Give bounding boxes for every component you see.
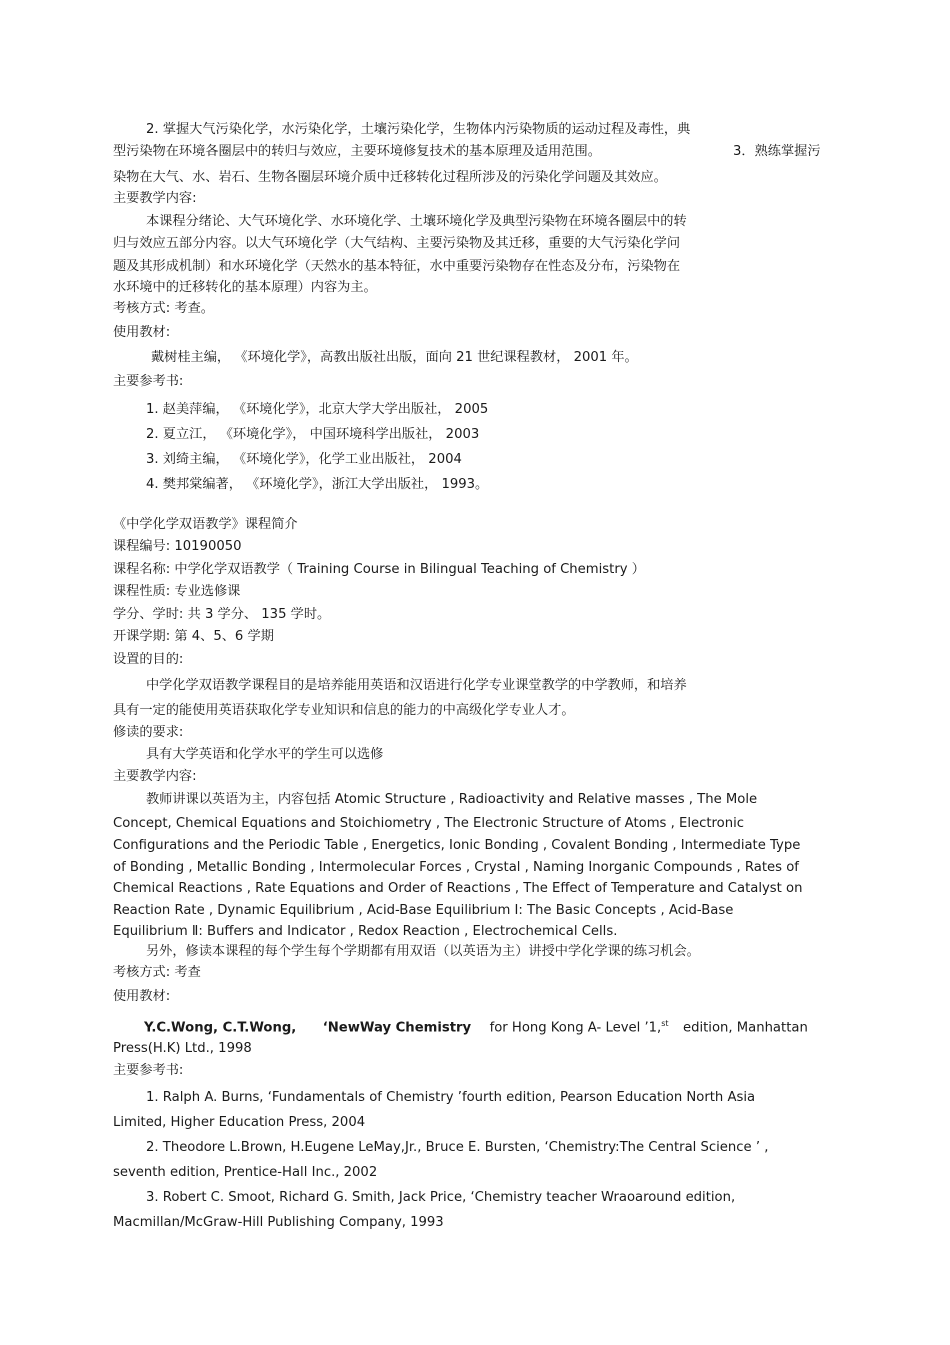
refs-heading: 主要参考书: [113, 374, 184, 389]
ref-item: 3. 刘绮主编， 《环境化学》，化学工业出版社， 2004 [146, 452, 462, 467]
ref-line: Macmillan/McGraw-Hill Publishing Company, 1993 [113, 1215, 444, 1230]
content-para-line: 教师讲课以英语为主，内容包括 Atomic Structure , Radioactivity and Relative masses , The Mole [146, 792, 758, 807]
course-credits: 学分、学时: 共 3 学分、 135 学时。 [113, 607, 331, 622]
textbook-subtitle: for Hong Kong A- Level ’1, [489, 1020, 662, 1036]
ref-item: 1. 赵美萍编， 《环境化学》，北京大学大学出版社， 2005 [146, 402, 489, 417]
content-line-1: 本课程分绪论、大气环境化学、水环境化学、土壤环境化学及典型污染物在环境各圈层中的转 [146, 214, 687, 229]
exam-method-2: 考核方式: 考查 [113, 965, 201, 980]
goal-2-line-2: 型污染物在环境各圈层中的转归与效应，主要环境修复技术的基本原理及适用范围。 [113, 144, 601, 159]
ref-line: 1. Ralph A. Burns, ‘Fundamentals of Chemistry ’fourth edition, Pearson Education North Asia [146, 1090, 756, 1105]
content-para-line: of Bonding , Metallic Bonding , Intermolecular Forces , Crystal , Naming Inorganic Compounds , Rates of [113, 860, 799, 875]
course-nature: 课程性质: 专业选修课 [113, 584, 241, 599]
ref-line: 3. Robert C. Smoot, Richard G. Smith, Jack Price, ‘Chemistry teacher Wraoaround edition, [146, 1190, 736, 1205]
textbook-heading: 使用教材: [113, 325, 171, 340]
textbook-title: ‘NewWay Chemistry [322, 1020, 472, 1036]
textbook-line-2: Press(H.K) Ltd., 1998 [113, 1041, 252, 1056]
purpose-line-2: 具有一定的能使用英语获取化学专业知识和信息的能力的中高级化学专业人才。 [113, 703, 575, 718]
goal-2-line-1: 2. 掌握大气污染化学，水污染化学，土壤污染化学，生物体内污染物质的运动过程及毒性，典 [146, 122, 691, 137]
course-name: 课程名称: 中学化学双语教学（ Training Course in Bilingual Teaching of Chemistry ） [113, 562, 645, 577]
ref-line: Limited, Higher Education Press, 2004 [113, 1115, 366, 1130]
content-line-4: 水环境中的迁移转化的基本原理）内容为主。 [113, 280, 377, 295]
course-title: 《中学化学双语教学》课程简介 [113, 517, 298, 532]
goal-3-line-1: 3．熟练掌握污 [733, 144, 821, 159]
refs-heading-2: 主要参考书: [113, 1063, 184, 1078]
requirement-heading: 修读的要求: [113, 725, 184, 740]
ref-item: 2. 夏立江， 《环境化学》， 中国环境科学出版社， 2003 [146, 427, 480, 442]
content-para-line: Concept, Chemical Equations and Stoichiometry , The Electronic Structure of Atoms , Electronic [113, 816, 744, 831]
content-line-3: 题及其形成机制）和水环境化学（天然水的基本特征，水中重要污染物存在性态及分布，污染物在 [113, 259, 681, 274]
textbook-sup: st [661, 1019, 669, 1028]
content-line-2: 归与效应五部分内容。以大气环境化学（大气结构、主要污染物及其迁移，重要的大气污染化学问 [113, 236, 681, 251]
content-para-line: Configurations and the Periodic Table , Energetics, Ionic Bonding , Covalent Bonding , Intermediate Type [113, 838, 801, 853]
content-heading-2: 主要教学内容: [113, 769, 197, 784]
purpose-heading: 设置的目的: [113, 652, 184, 667]
content-para-line: Chemical Reactions , Rate Equations and Order of Reactions , The Effect of Temperature and Catalyst on [113, 881, 803, 896]
content-para-line: Reaction Rate , Dynamic Equilibrium , Acid-Base Equilibrium Ⅰ: The Basic Concepts , Acid-Base [113, 903, 734, 918]
textbook: 戴树桂主编， 《环境化学》，高教出版社出版，面向 21 世纪课程教材， 2001 年。 [151, 350, 638, 365]
requirement: 具有大学英语和化学水平的学生可以选修 [146, 747, 384, 762]
textbook-line-1 [144, 1015, 808, 1037]
course-code: 课程编号: 10190050 [113, 539, 242, 554]
course-term: 开课学期: 第 4、5、6 学期 [113, 629, 274, 644]
textbook-authors: Y.C.Wong, C.T.Wong, [144, 1020, 297, 1036]
ref-line: 2. Theodore L.Brown, H.Eugene LeMay,Jr., Bruce E. Bursten, ‘Chemistry:The Central Science ’ , [146, 1140, 769, 1155]
content-para-line: Equilibrium Ⅱ: Buffers and Indicator , Redox Reaction , Electrochemical Cells. [113, 924, 618, 939]
content-heading: 主要教学内容: [113, 191, 197, 206]
content-para-extra: 另外，修读本课程的每个学生每个学期都有用双语（以英语为主）讲授中学化学课的练习机会。 [146, 944, 700, 959]
exam-method: 考核方式: 考查。 [113, 301, 214, 316]
ref-item: 4. 樊邦棠编著， 《环境化学》，浙江大学出版社， 1993。 [146, 477, 489, 492]
textbook-heading-2: 使用教材: [113, 989, 171, 1004]
goal-3-line-2: 染物在大气、水、岩石、生物各圈层环境介质中迁移转化过程所涉及的污染化学问题及其效应。 [113, 170, 667, 185]
ref-line: seventh edition, Prentice-Hall Inc., 2002 [113, 1165, 378, 1180]
purpose-line-1: 中学化学双语教学课程目的是培养能用英语和汉语进行化学专业课堂教学的中学教师，和培养 [146, 678, 687, 693]
textbook-edition: edition, Manhattan [682, 1020, 808, 1036]
